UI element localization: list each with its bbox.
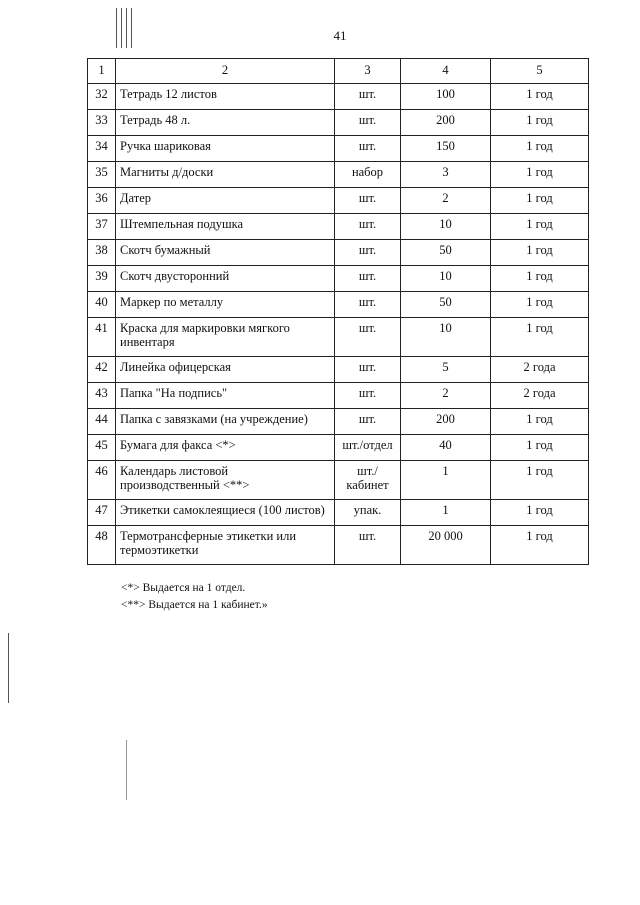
item-name: Этикетки самоклеящиеся (100 листов) [116, 500, 335, 526]
item-term: 1 год [491, 266, 589, 292]
item-term: 1 год [491, 461, 589, 500]
column-header-quantity: 4 [401, 59, 491, 84]
item-term: 1 год [491, 136, 589, 162]
row-number: 45 [88, 435, 116, 461]
row-number: 36 [88, 188, 116, 214]
item-term: 1 год [491, 292, 589, 318]
item-name: Скотч двусторонний [116, 266, 335, 292]
item-quantity: 2 [401, 383, 491, 409]
item-quantity: 1 [401, 461, 491, 500]
row-number: 38 [88, 240, 116, 266]
item-unit: шт. [335, 383, 401, 409]
item-quantity: 5 [401, 357, 491, 383]
item-name: Тетрадь 12 листов [116, 84, 335, 110]
item-quantity: 3 [401, 162, 491, 188]
item-unit: шт. [335, 266, 401, 292]
item-term: 1 год [491, 435, 589, 461]
item-unit: шт. [335, 240, 401, 266]
table-row [88, 240, 589, 266]
row-number: 44 [88, 409, 116, 435]
scan-artifact [126, 740, 127, 800]
row-number: 43 [88, 383, 116, 409]
item-quantity: 20 000 [401, 526, 491, 565]
table-row [88, 409, 589, 435]
item-term: 1 год [491, 318, 589, 357]
item-quantity: 10 [401, 214, 491, 240]
row-number: 35 [88, 162, 116, 188]
item-unit: шт. [335, 110, 401, 136]
table-row [88, 500, 589, 526]
item-quantity: 100 [401, 84, 491, 110]
column-header-term: 5 [491, 59, 589, 84]
row-number: 42 [88, 357, 116, 383]
page-number: 41 [333, 28, 347, 43]
footnote-department: <*> Выдается на 1 отдел. [121, 582, 246, 594]
item-unit: упак. [335, 500, 401, 526]
item-term: 1 год [491, 526, 589, 565]
table-row [88, 84, 589, 110]
table-row [88, 383, 589, 409]
item-quantity: 1 [401, 500, 491, 526]
row-number: 32 [88, 84, 116, 110]
column-header-name: 2 [116, 59, 335, 84]
item-quantity: 10 [401, 318, 491, 357]
item-name: Датер [116, 188, 335, 214]
footnote-office: <**> Выдается на 1 кабинет.» [121, 599, 268, 611]
scan-artifact [8, 633, 9, 703]
item-name: Ручка шариковая [116, 136, 335, 162]
column-header-number: 1 [88, 59, 116, 84]
item-name: Магниты д/доски [116, 162, 335, 188]
scan-artifact [126, 8, 127, 48]
table-row [88, 110, 589, 136]
item-unit: шт. [335, 409, 401, 435]
item-name: Линейка офицерская [116, 357, 335, 383]
item-unit: шт. [335, 357, 401, 383]
item-term: 1 год [491, 409, 589, 435]
supplies-table [87, 58, 589, 565]
row-number: 34 [88, 136, 116, 162]
item-unit: шт. [335, 526, 401, 565]
table-row [88, 461, 589, 500]
item-quantity: 10 [401, 266, 491, 292]
footnotes [121, 580, 268, 614]
item-unit: шт. [335, 84, 401, 110]
item-name: Папка "На подпись" [116, 383, 335, 409]
row-number: 41 [88, 318, 116, 357]
table-row [88, 357, 589, 383]
item-term: 2 года [491, 357, 589, 383]
table-row [88, 136, 589, 162]
scan-artifact [131, 8, 132, 48]
item-quantity: 40 [401, 435, 491, 461]
item-term: 1 год [491, 110, 589, 136]
row-number: 40 [88, 292, 116, 318]
item-unit: шт. [335, 318, 401, 357]
item-quantity: 150 [401, 136, 491, 162]
item-term: 1 год [491, 84, 589, 110]
item-unit: набор [335, 162, 401, 188]
item-unit: шт./кабинет [335, 461, 401, 500]
item-term: 1 год [491, 240, 589, 266]
item-unit: шт. [335, 292, 401, 318]
item-name: Бумага для факса <*> [116, 435, 335, 461]
item-quantity: 50 [401, 240, 491, 266]
item-term: 1 год [491, 214, 589, 240]
table-header-row [88, 59, 589, 84]
item-name: Краска для маркировки мягкого инвентаря [116, 318, 335, 357]
item-name: Тетрадь 48 л. [116, 110, 335, 136]
row-number: 48 [88, 526, 116, 565]
item-name: Штемпельная подушка [116, 214, 335, 240]
scan-artifact [121, 8, 122, 48]
table-row [88, 266, 589, 292]
column-header-unit: 3 [335, 59, 401, 84]
table-row [88, 214, 589, 240]
item-term: 1 год [491, 162, 589, 188]
item-term: 2 года [491, 383, 589, 409]
item-quantity: 200 [401, 409, 491, 435]
item-unit: шт./отдел [335, 435, 401, 461]
table-row [88, 162, 589, 188]
row-number: 47 [88, 500, 116, 526]
row-number: 33 [88, 110, 116, 136]
table-row [88, 292, 589, 318]
table-row [88, 188, 589, 214]
item-quantity: 2 [401, 188, 491, 214]
item-quantity: 200 [401, 110, 491, 136]
item-name: Термотрансферные этикетки или термоэтикетки [116, 526, 335, 565]
item-name: Маркер по металлу [116, 292, 335, 318]
row-number: 37 [88, 214, 116, 240]
table-row [88, 435, 589, 461]
item-name: Папка с завязками (на учреждение) [116, 409, 335, 435]
table-row [88, 526, 589, 565]
item-unit: шт. [335, 136, 401, 162]
item-term: 1 год [491, 500, 589, 526]
table-row [88, 318, 589, 357]
row-number: 46 [88, 461, 116, 500]
item-unit: шт. [335, 214, 401, 240]
item-unit: шт. [335, 188, 401, 214]
item-term: 1 год [491, 188, 589, 214]
item-name: Календарь листовой производственный <**> [116, 461, 335, 500]
scan-artifact [116, 8, 117, 48]
row-number: 39 [88, 266, 116, 292]
item-quantity: 50 [401, 292, 491, 318]
item-name: Скотч бумажный [116, 240, 335, 266]
